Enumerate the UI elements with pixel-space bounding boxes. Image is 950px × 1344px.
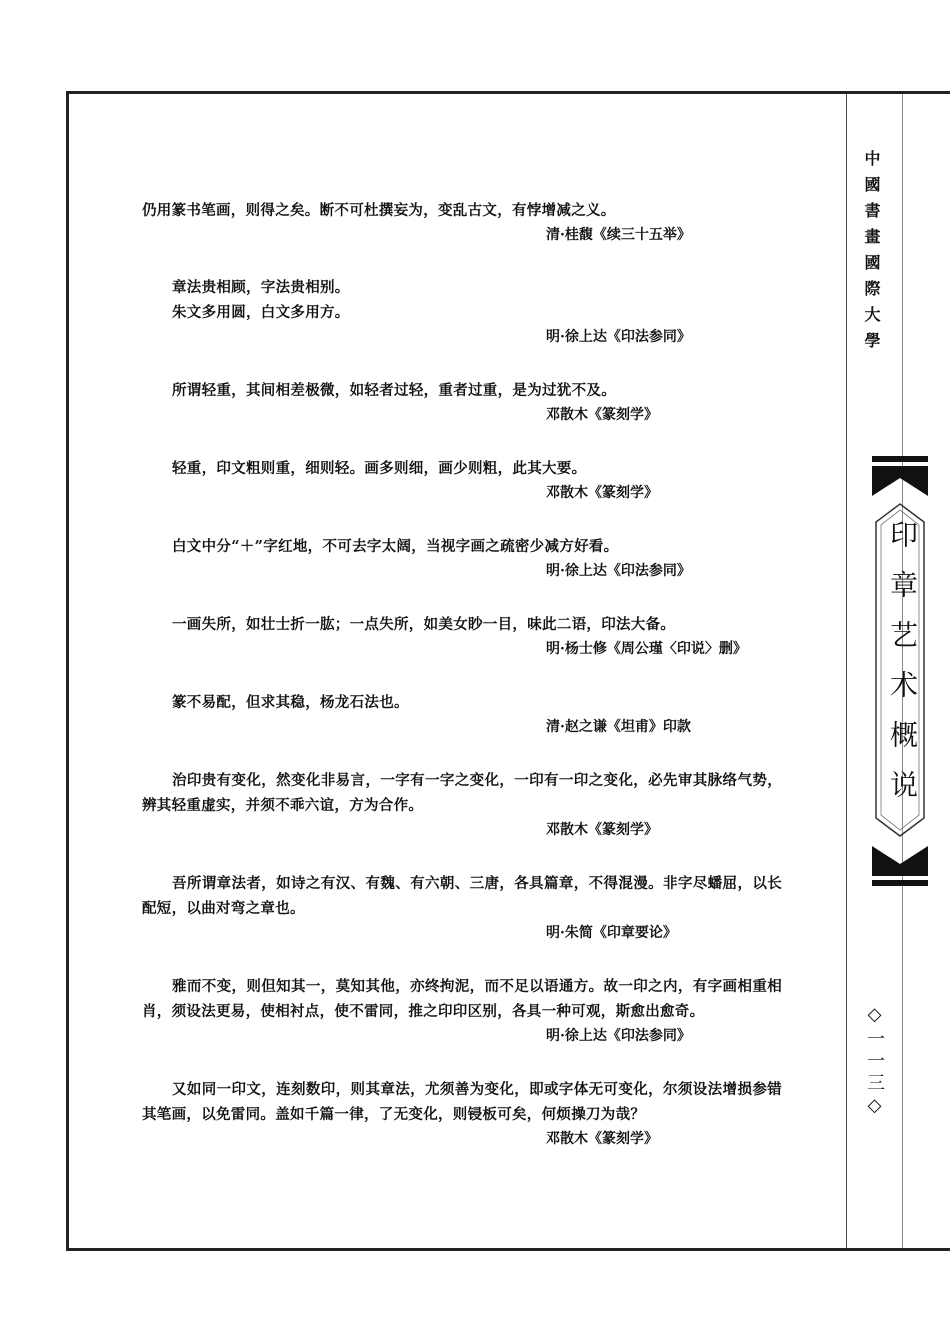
quote-source: 明·徐上达《印法参同》: [546, 563, 691, 579]
quote-source: 邓散木《篆刻学》: [546, 485, 658, 501]
title-ornament-bottom: [872, 846, 928, 876]
quote-source: 明·徐上达《印法参同》: [546, 1028, 691, 1044]
quote-text: 吾所谓章法者，如诗之有汉、有魏、有六朝、三唐，各具篇章，不得混漫。非字尽蟠屈，以长配短，以曲对弯之章也。: [142, 875, 782, 917]
entry-6: [142, 612, 782, 661]
quote-source: 邓散木《篆刻学》: [546, 1131, 658, 1147]
entry-11: [142, 1077, 782, 1151]
main-text: [142, 198, 782, 1151]
quote-text: 一画失所，如壮士折一肱；一点失所，如美女眇一目，味此二语，印法大备。: [172, 616, 676, 633]
frame-divider: [846, 94, 847, 1248]
entry-1: [142, 198, 782, 247]
quote-text: 雅而不变，则但知其一，莫知其他，亦终拘泥，而不足以语通方。故一印之内，有字画相重相肖，须设法更易，使相衬点，使不雷同，推之印印区别，各具一种可观，斯愈出愈奇。: [142, 978, 782, 1020]
page-number: ◇一一三◇: [864, 1004, 885, 1120]
series-title: 中國書畫國際大學: [862, 150, 881, 358]
quote-text: 所谓轻重，其间相差极微，如轻者过轻，重者过重，是为过犹不及。: [172, 382, 616, 399]
entry-4: [142, 456, 782, 505]
quote-text: 又如同一印文，连刻数印，则其章法，尤须善为变化，即或字体无可变化，尔须设法增损参错其笔画，以免雷同。盖如千篇一律，了无变化，则锓板可矣，何烦操刀为哉？: [142, 1081, 782, 1123]
entry-7: [142, 690, 782, 739]
quote-text: 章法贵相顾，字法贵相别。: [172, 279, 350, 296]
entry-10: [142, 974, 782, 1048]
entry-8: [142, 768, 782, 842]
title-ornament-top: [872, 466, 928, 496]
entry-9: [142, 871, 782, 945]
title-bar-top: [872, 456, 928, 462]
entry-2: [142, 275, 782, 349]
quote-text: 治印贵有变化，然变化非易言，一字有一字之变化，一印有一印之变化，必先审其脉络气势，辨其轻重虚实，并须不乖六谊，方为合作。: [142, 772, 782, 814]
quote-text: 轻重，印文粗则重，细则轻。画多则细，画少则粗，此其大要。: [172, 460, 587, 477]
quote-source: 清·赵之谦《坦甫》印款: [546, 719, 691, 735]
quote-text: 仍用篆书笔画，则得之矣。断不可杜撰妄为，变乱古文，有悖增减之义。: [142, 202, 616, 219]
quote-source: 明·朱简《印章要论》: [546, 925, 677, 941]
quote-source: 明·杨士修《周公瑾〈印说〉删》: [546, 641, 747, 657]
book-title: 印章艺术概说: [886, 520, 919, 820]
quote-text: 白文中分“＋”字红地，不可去字太阔，当视字画之疏密少减方好看。: [172, 538, 619, 555]
quote-text: 篆不易配，但求其稳，杨龙石法也。: [172, 694, 409, 711]
quote-source: 明·徐上达《印法参同》: [546, 329, 691, 345]
quote-source: 邓散木《篆刻学》: [546, 407, 658, 423]
quote-source: 邓散木《篆刻学》: [546, 822, 658, 838]
quote-source: 清·桂馥《续三十五举》: [546, 227, 691, 243]
entry-5: [142, 534, 782, 583]
entry-3: [142, 378, 782, 427]
title-bar-bottom: [872, 880, 928, 886]
quote-text-line2: 朱文多用圆，白文多用方。: [172, 304, 350, 321]
